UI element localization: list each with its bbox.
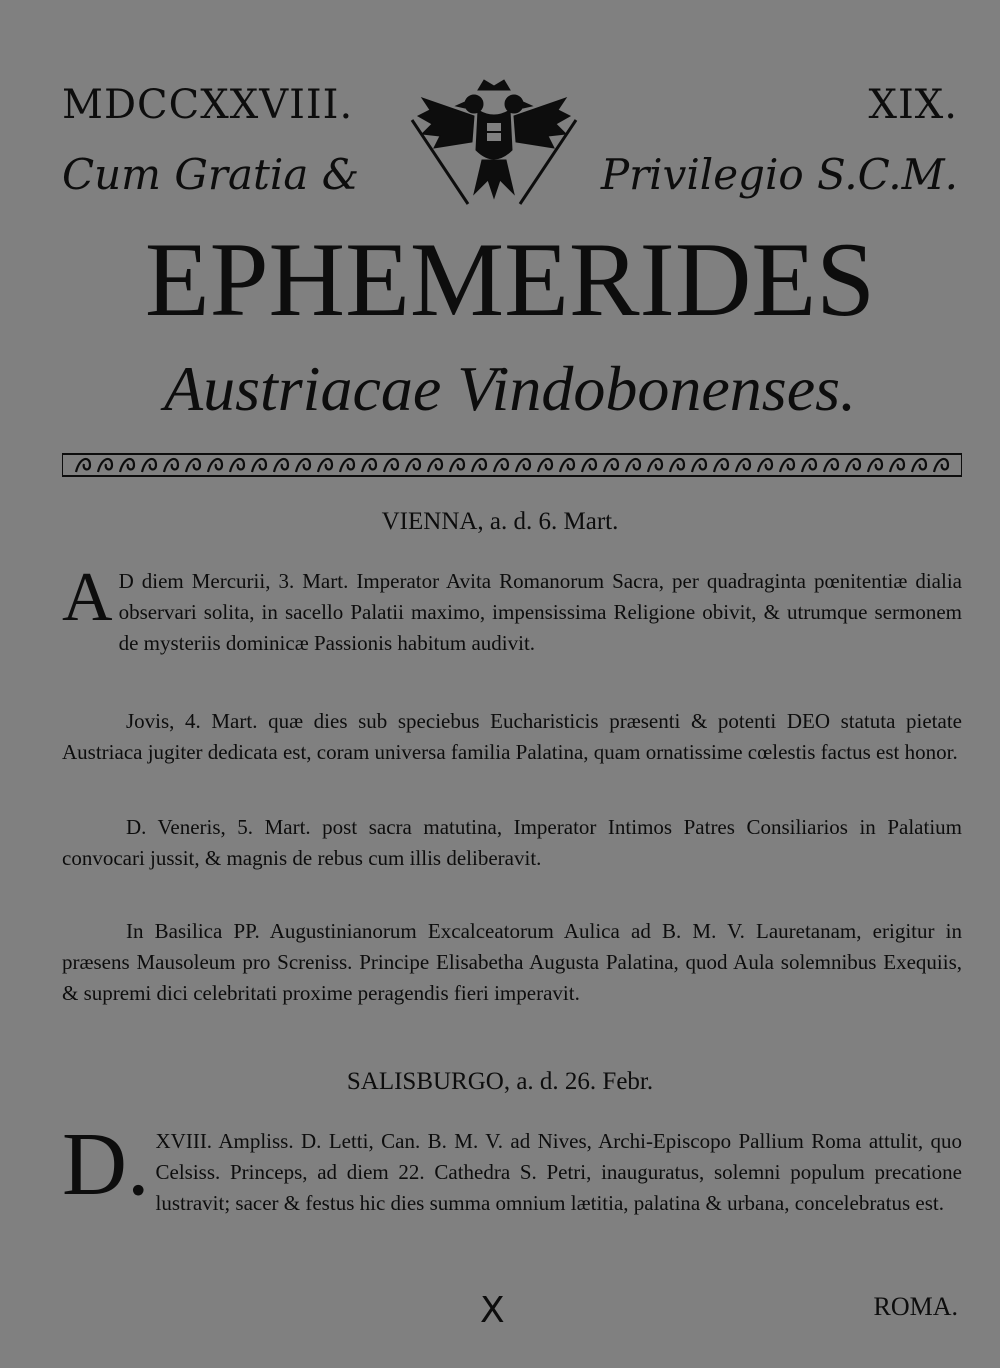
- masthead-subtitle: Austriacae Vindobonenses.: [163, 353, 857, 424]
- ornament-swirl: [582, 459, 596, 472]
- ornament-swirl: [516, 459, 530, 472]
- masthead-title: EPHEMERIDES: [144, 221, 876, 338]
- ornament-swirl: [736, 459, 750, 472]
- section-heading-vienna: VIENNA, a. d. 6. Mart.: [381, 508, 619, 535]
- ornament-swirl: [384, 459, 398, 472]
- ornament-swirl: [318, 459, 332, 472]
- ornament-swirl: [714, 459, 728, 472]
- paragraph-salisburgo-1: [62, 1115, 962, 1219]
- paragraph-vienna-1: [62, 559, 962, 659]
- ornament-swirl: [362, 459, 376, 472]
- ornament-swirl: [868, 459, 882, 472]
- ornament-swirl: [252, 459, 266, 472]
- paragraph-vienna-2: [62, 706, 962, 768]
- drop-cap-d: D.: [62, 1115, 150, 1214]
- ornament-swirl: [692, 459, 706, 472]
- ornament-swirl: [120, 459, 134, 472]
- paragraph-vienna-4: [62, 916, 962, 1009]
- ornament-swirl: [472, 459, 486, 472]
- paragraph-text: D. Veneris, 5. Mart. post sacra matutina, Imperator Intimos Patres Consiliarios in Palatium convocari jussit, & magnis de rebus cum illis deliberavit.: [62, 815, 962, 870]
- ornament-swirl: [802, 459, 816, 472]
- paragraph-text: D diem Mercurii, 3. Mart. Imperator Avita Romanorum Sacra, per quadraginta pœnitentiæ dialia observari solita, in sacello Palatii maximo, impensissima Religione obivit, & utrumque sermonem de mysteriis dominicæ Passionis habitum audivit.: [118, 569, 962, 655]
- ornament-swirl: [670, 459, 684, 472]
- paragraph-vienna-3: [62, 812, 962, 874]
- header-privilegio: Privilegio S.C.M.: [600, 150, 958, 199]
- ornament-swirl: [142, 459, 156, 472]
- ornament-swirl: [934, 459, 948, 472]
- ornament-swirl: [428, 459, 442, 472]
- ornament-swirl: [230, 459, 244, 472]
- ornament-swirl: [846, 459, 860, 472]
- drop-cap-a: A: [62, 559, 113, 636]
- ornament-swirl: [648, 459, 662, 472]
- ornament-swirl: [274, 459, 288, 472]
- ornament-swirl: [406, 459, 420, 472]
- decorative-border-ornament: [62, 448, 962, 482]
- paragraph-text: In Basilica PP. Augustinianorum Excalceatorum Aulica ad B. M. V. Lauretanam, erigitur in præsens Mausoleum pro Screniss. Principe Elisabetha Augusta Palatina, quod Aula solemnibus Exequiis, & supremi dici celebritati proxime peragendis fieri imperavit.: [62, 919, 962, 1005]
- ornament-swirl: [780, 459, 794, 472]
- paragraph-text: XVIII. Ampliss. D. Letti, Can. B. M. V. ad Nives, Archi-Episcopo Pallium Roma attulit, quo Celsiss. Princeps, ad diem 22. Cathedra S. Petri, inauguratus, solemni populum precatione lustravit; sacer & festus hic dies summa omnium lætitia, palatina & urbana, concelebratus est.: [155, 1129, 962, 1215]
- ornament-swirl: [98, 459, 112, 472]
- ornament-swirl: [186, 459, 200, 472]
- ornament-swirl: [626, 459, 640, 472]
- signature-mark: X: [480, 1290, 505, 1331]
- paragraph-text: Jovis, 4. Mart. quæ dies sub speciebus Eucharisticis præsenti & potenti DEO statuta pietate Austriaca jugiter dedicata est, coram universa familia Palatina, quam ornatissime cœlestis factus est honor.: [62, 709, 962, 764]
- header-cum-gratia: Cum Gratia &: [62, 150, 360, 199]
- header-year: MDCCXXVIII.: [62, 82, 354, 128]
- ornament-swirl: [560, 459, 574, 472]
- ornament-swirl: [340, 459, 354, 472]
- ornament-swirl: [450, 459, 464, 472]
- ornament-swirl: [890, 459, 904, 472]
- ornament-swirl: [758, 459, 772, 472]
- double-headed-eagle-icon: [408, 76, 580, 212]
- header-issue-number: XIX.: [868, 82, 958, 128]
- ornament-swirl: [494, 459, 508, 472]
- ornament-swirl: [208, 459, 222, 472]
- ornament-swirl: [76, 459, 90, 472]
- ornament-swirl: [296, 459, 310, 472]
- ornament-swirl: [538, 459, 552, 472]
- ornament-swirl: [164, 459, 178, 472]
- ornament-swirl: [912, 459, 926, 472]
- ornament-swirl: [604, 459, 618, 472]
- ornament-swirl: [824, 459, 838, 472]
- section-heading-salisburgo: SALISBURGO, a. d. 26. Febr.: [346, 1068, 654, 1095]
- catchword: ROMA.: [873, 1292, 958, 1321]
